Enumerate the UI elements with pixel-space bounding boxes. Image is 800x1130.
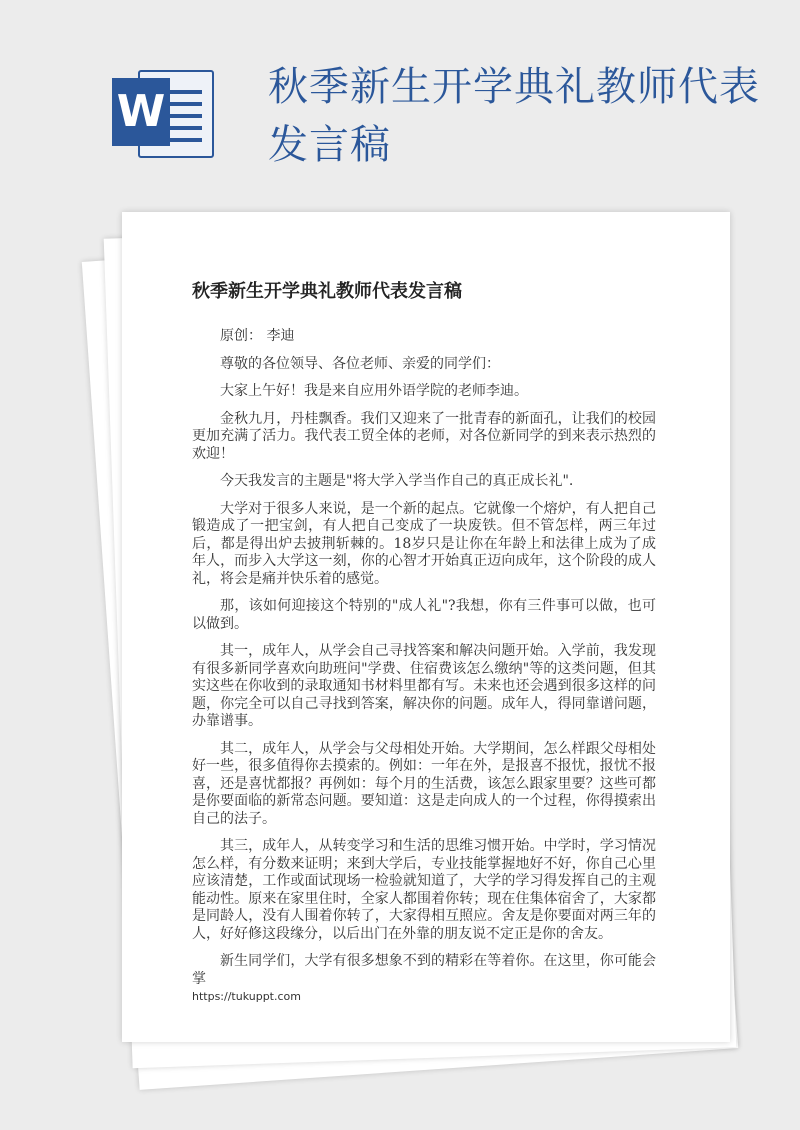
footer-url: https://tukuppt.com xyxy=(192,990,301,1003)
paragraph: 其二，成年人，从学会与父母相处开始。大学期间，怎么样跟父母相处好一些，很多值得你去摸索的。例如：一年在外，是报喜不报忧，报忧不报喜，还是喜忧都报？再例如：每个月的生活费，该怎么跟家里要？这些可都是你要面临的新常态问题。要知道：这是走向成人的一个过程，你得摸索出自己的法子。 xyxy=(192,740,656,827)
salutation: 尊敬的各位领导、各位老师、亲爱的同学们： xyxy=(220,355,500,372)
paragraph: 新生同学们，大学有很多想象不到的精彩在等着你。在这里，你可能会掌 xyxy=(192,953,656,987)
word-icon-letter: W xyxy=(112,78,170,146)
word-icon-line xyxy=(170,102,202,106)
document-body xyxy=(192,278,656,998)
paragraph: 其一，成年人，从学会自己寻找答案和解决问题开始。入学前，我发现有很多新同学喜欢向助班问"学费、住宿费该怎么缴纳"等的这类问题，但其实这些在你收到的录取通知书材料里都有写。未来也还会遇到很多这样的问题，你完全可以自己寻找到答案，解决你的问题。成年人，得同靠谱问题，办靠谱事。 xyxy=(192,643,656,729)
word-icon-line xyxy=(170,90,202,94)
greeting: 大家上午好！我是来自应用外语学院的老师李迪。 xyxy=(220,383,528,399)
paragraph: 今天我发言的主题是"将大学入学当作自己的真正成长礼". xyxy=(220,473,574,489)
paragraph: 大学对于很多人来说，是一个新的起点。它就像一个熔炉，有人把自己锻造成了一把宝剑，有人把自己变成了一块废铁。但不管怎样，两三年过后，都是得出炉去披荆斩棘的。18岁只是让你在年龄上和法律上成为了成年人，而步入大学这一刻，你的心智才开始真正迈向成年，这个阶段的成人礼，将会是痛并快乐着的感觉。 xyxy=(192,500,656,587)
page-title: 秋季新生开学典礼教师代表发言稿 xyxy=(268,64,760,168)
paragraph: 那，该如何迎接这个特别的"成人礼"?我想，你有三件事可以做，也可以做到。 xyxy=(192,598,656,632)
header xyxy=(0,0,800,210)
word-icon-line xyxy=(170,114,202,118)
paragraph: 其三，成年人，从转变学习和生活的思维习惯开始。中学时，学习情况怎么样，有分数来证明；来到大学后，专业技能掌握地好不好，你自己心里应该清楚，工作或面试现场一检验就知道了，大学的学习得发挥自己的主观能动性。原来在家里住时，全家人都围着你转；现在住集体宿舍了，大家都是同龄人，没有人围着你转了，大家得相互照应。舍友是你要面对两三年的人，好好修这段缘分，以后出门在外靠的朋友说不定正是你的舍友。 xyxy=(192,838,656,942)
paragraph: 金秋九月，丹桂飘香。我们又迎来了一批青春的新面孔，让我们的校园更加充满了活力。我代表工贸全体的老师，对各位新同学的到来表示热烈的欢迎！ xyxy=(192,410,656,462)
word-icon-line xyxy=(170,138,202,142)
word-icon-line xyxy=(170,126,202,130)
word-document-icon xyxy=(112,62,212,162)
author-line: 原创： 李迪 xyxy=(220,328,295,344)
document-title: 秋季新生开学典礼教师代表发言稿 xyxy=(192,281,462,302)
